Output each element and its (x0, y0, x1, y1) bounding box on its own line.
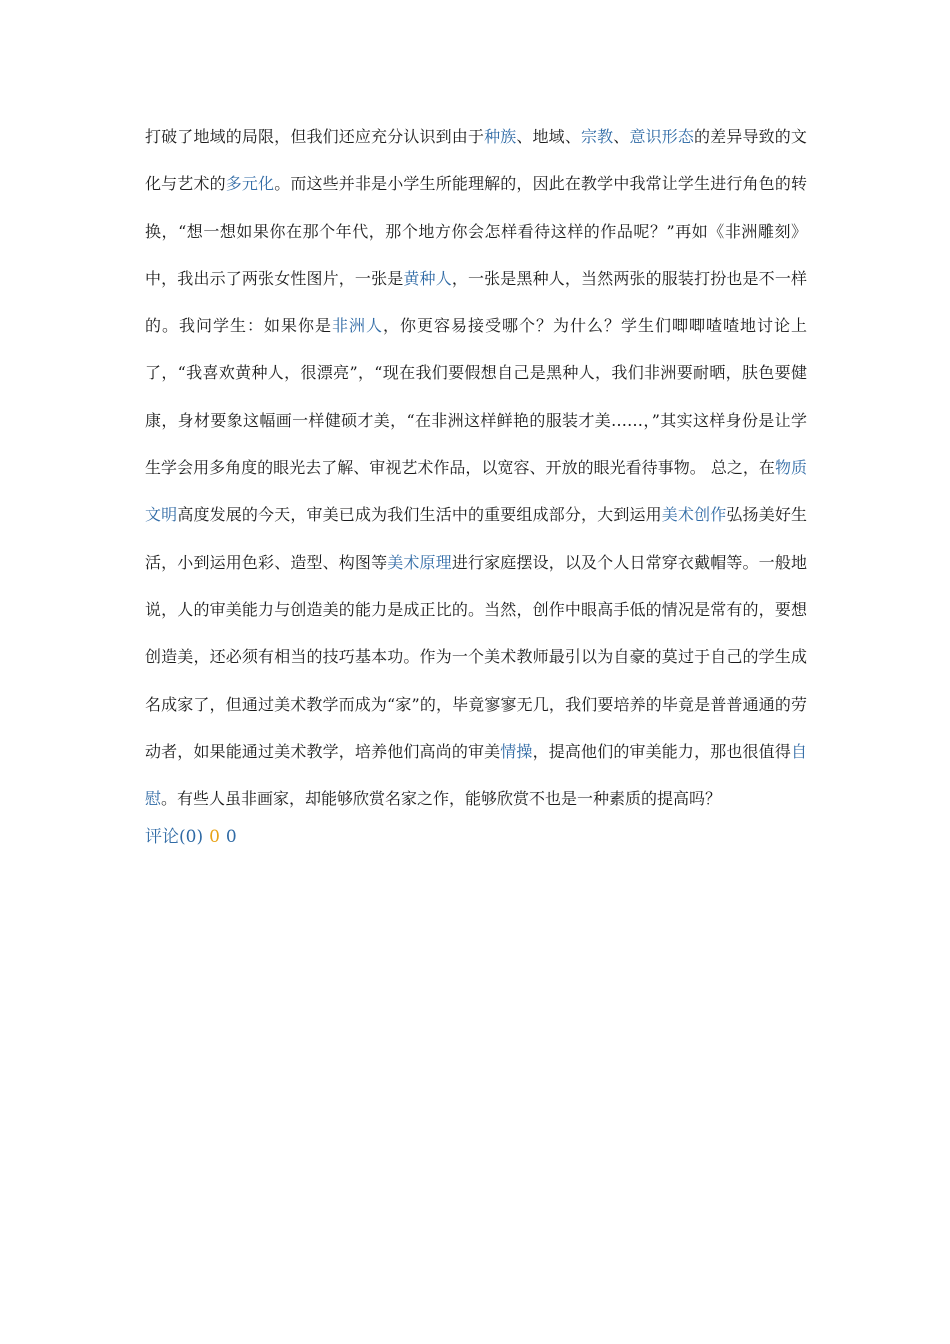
article-text: 弘扬美好生活，小到运用色彩、造型、构图等 (145, 505, 807, 572)
article-keyword-link[interactable]: 意识形态 (629, 127, 695, 146)
article-keyword-link[interactable]: 种族 (484, 127, 517, 146)
like-count[interactable]: 0 (209, 827, 220, 848)
article-text: 高度发展的今天，审美已成为我们生活中的重要组成部分，大到运用 (177, 505, 662, 525)
article-body (145, 113, 807, 822)
article-keyword-link[interactable]: 黄种人 (403, 268, 452, 288)
article-keyword-link[interactable]: 非洲人 (332, 316, 383, 336)
article-text: 打破了地域的局限，但我们还应充分认识到由于 (145, 127, 485, 146)
article-text: 。而这些并非是小学生所能理解的，因此在教学中我常让学生进行角色的转换，“想一想如果你在那个年代，那个地方你会怎样看待这样的作品呢？”再如《非洲雕刻》中，我出示了两张女性图片，一张是 (145, 174, 807, 288)
article-footer (145, 822, 807, 852)
article-keyword-link[interactable]: 美术原理 (387, 552, 452, 572)
article-keyword-link[interactable]: 宗教 (580, 127, 614, 146)
article-text: 、地域、 (516, 127, 581, 146)
article-text: 的差异导致的文化与艺术的 (145, 127, 807, 194)
article-keyword-link[interactable]: 情操 (500, 741, 533, 761)
article-text: ，你更容易接受哪个？为什么？学生们唧唧喳喳地讨论上了，“我喜欢黄种人，很漂亮”，“现在我们要假想自己是黑种人，我们非洲要耐晒，肤色要健康，身材要象这幅画一样健硕才美，“在非洲这样鲜艳的服装才美……，”其实这样身份是让学生学会用多角度的眼光去了解、审视艺术作品，以宽容、开放的眼光看待事物。 总之，在 (145, 316, 807, 478)
comments-link[interactable]: 评论(0) (145, 827, 204, 848)
article-keyword-link[interactable]: 物质文明 (145, 458, 807, 525)
article-text: ，一张是黑种人，当然两张的服装打扮也是不一样的。我问学生：如果你是 (145, 268, 807, 336)
article-text: 、 (613, 127, 630, 146)
article-keyword-link[interactable]: 美术创作 (661, 505, 727, 525)
article-keyword-link[interactable]: 自慰 (145, 741, 807, 809)
document-page (145, 113, 807, 852)
article-text: 。有些人虽非画家，却能够欣赏名家之作，能够欣赏不也是一种素质的提高吗？ (161, 789, 722, 809)
article-keyword-link[interactable]: 多元化 (225, 174, 275, 194)
article-text: ，提高他们的审美能力，那也很值得 (532, 741, 791, 761)
article-text: 进行家庭摆设，以及个人日常穿衣戴帽等。一般地说，人的审美能力与创造美的能力是成正比的。当然，创作中眼高手低的情况是常有的，要想创造美，还必须有相当的技巧基本功。作为一个美术教师最引以为自豪的莫过于自己的学生成名成家了，但通过美术教学而成为“家”的，毕竟寥寥无几，我们要培养的毕竟是普普通通的劳动者，如果能通过美术教学，培养他们高尚的审美 (145, 552, 807, 761)
dislike-count[interactable]: 0 (225, 827, 237, 848)
